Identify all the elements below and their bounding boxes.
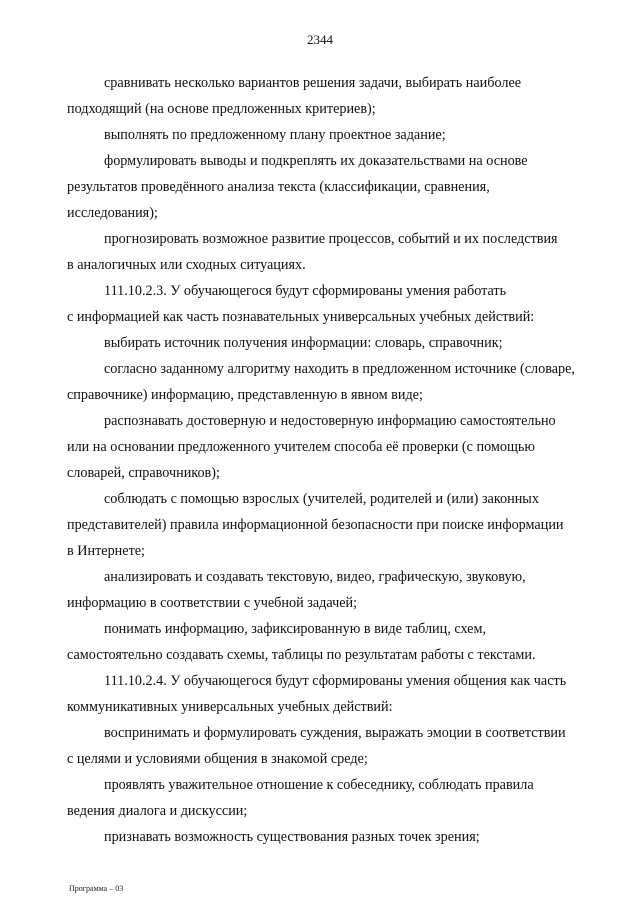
paragraph: воспринимать и формулировать суждения, выражать эмоции в соответствии с целями и условиями общения в знакомой среде; [67, 725, 566, 767]
paragraph: признавать возможность существования разных точек зрения; [104, 829, 480, 845]
paragraph: проявлять уважительное отношение к собеседнику, соблюдать правила ведения диалога и дискуссии; [67, 777, 534, 819]
section-paragraph-111-10-2-4: 111.10.2.4. У обучающегося будут сформированы умения общения как часть коммуникативных универсальных учебных действий: [67, 673, 567, 715]
paragraph: сравнивать несколько вариантов решения задачи, выбирать наиболее подходящий (на основе предложенных критериев); [67, 75, 522, 117]
paragraph: прогнозировать возможное развитие процессов, событий и их последствия в аналогичных или сходных ситуациях. [67, 231, 558, 273]
document-body [67, 70, 609, 850]
paragraph: выбирать источник получения информации: словарь, справочник; [104, 335, 503, 351]
page-footer: Программа – 03 [69, 884, 124, 893]
page-number: 2344 [307, 32, 333, 47]
paragraph: соблюдать с помощью взрослых (учителей, родителей и (или) законных представителей) правила информационной безопасности при поиске информации в Интернете; [67, 491, 564, 559]
paragraph: выполнять по предложенному плану проектное задание; [104, 127, 446, 143]
paragraph: согласно заданному алгоритму находить в предложенном источнике (словаре, справочнике) информацию, представленную в явном виде; [67, 361, 575, 403]
paragraph: распознавать достоверную и недостоверную информацию самостоятельно или на основании предложенного учителем способа её проверки (с помощью словарей, справочников); [67, 413, 556, 481]
paragraph: формулировать выводы и подкреплять их доказательствами на основе результатов проведённого анализа текста (классификации, сравнения, исследования); [67, 153, 528, 221]
paragraph: анализировать и создавать текстовую, видео, графическую, звуковую, информацию в соответствии с учебной задачей; [67, 569, 526, 611]
paragraph: понимать информацию, зафиксированную в виде таблиц, схем, самостоятельно создавать схемы, таблицы по результатам работы с текстами. [67, 621, 536, 663]
section-paragraph-111-10-2-3: 111.10.2.3. У обучающегося будут сформированы умения работать с информацией как часть познавательных универсальных учебных действий: [67, 283, 535, 325]
